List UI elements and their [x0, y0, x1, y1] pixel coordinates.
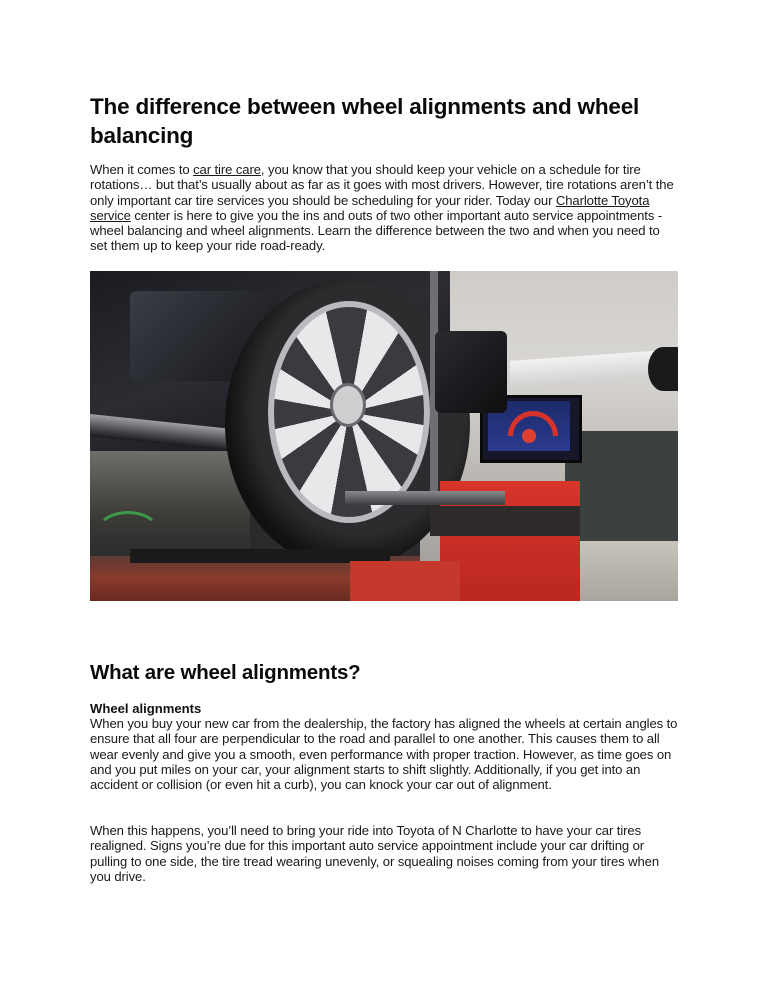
alignment-paragraph-1: When you buy your new car from the dealership, the factory has aligned the wheels at certain angles to ensure that all four are perpendicular to the road and parallel to one another. This causes them to all wear evenly and give you a smooth, even performance with proper traction. However, as time goes on and you put miles on your car, your alignment starts to shift slightly. Additionally, if you get into an accident or collision (or even hit a curb), you can knock your car out of alignment. [90, 716, 678, 793]
background-light-fixture [648, 347, 678, 391]
alignment-paragraph-2: When this happens, you’ll need to bring your ride into Toyota of N Charlotte to have your car tires realigned. Signs you’re due for this important auto service appointment include your car drifting or pulling to one side, the tire tread wearing unevenly, or squealing noises coming from your tires when you drive. [90, 823, 660, 884]
intro-text-3: center is here to give you the ins and outs of two other important auto service appointments - wheel balancing and wheel alignments. Learn the difference between the two and when you need to set them up to keep your ride road-ready. [90, 207, 663, 254]
cabinet-top [430, 506, 580, 536]
charlotte-toyota-service-link[interactable]: Charlotte Toyota service [90, 192, 650, 223]
lift-red-block [350, 561, 460, 601]
intro-text-2: , you know that you should keep your vehicle on a schedule for tire rotations… but that’s usually about as far as it goes with most drivers. However, tire rotations aren’t the only important car tire services you should be scheduling for your rider. Today our [90, 162, 674, 208]
intro-paragraph [90, 162, 680, 254]
section-heading-wheel-alignments: What are wheel alignments? [90, 661, 361, 684]
wheel-clamp-arm [345, 491, 505, 505]
car-tire-care-link[interactable]: car tire care [193, 162, 261, 177]
wheel-alignment-photo [90, 271, 678, 601]
wheel-hub [330, 383, 366, 427]
gauge-indicator [522, 429, 536, 443]
floor-area [565, 541, 678, 601]
alignment-sensor-head [435, 331, 507, 413]
subheading-wheel-alignments: Wheel alignments [90, 701, 202, 716]
intro-text-1: When it comes to [90, 162, 194, 177]
article-title: The difference between wheel alignments and wheel balancing [90, 94, 640, 148]
